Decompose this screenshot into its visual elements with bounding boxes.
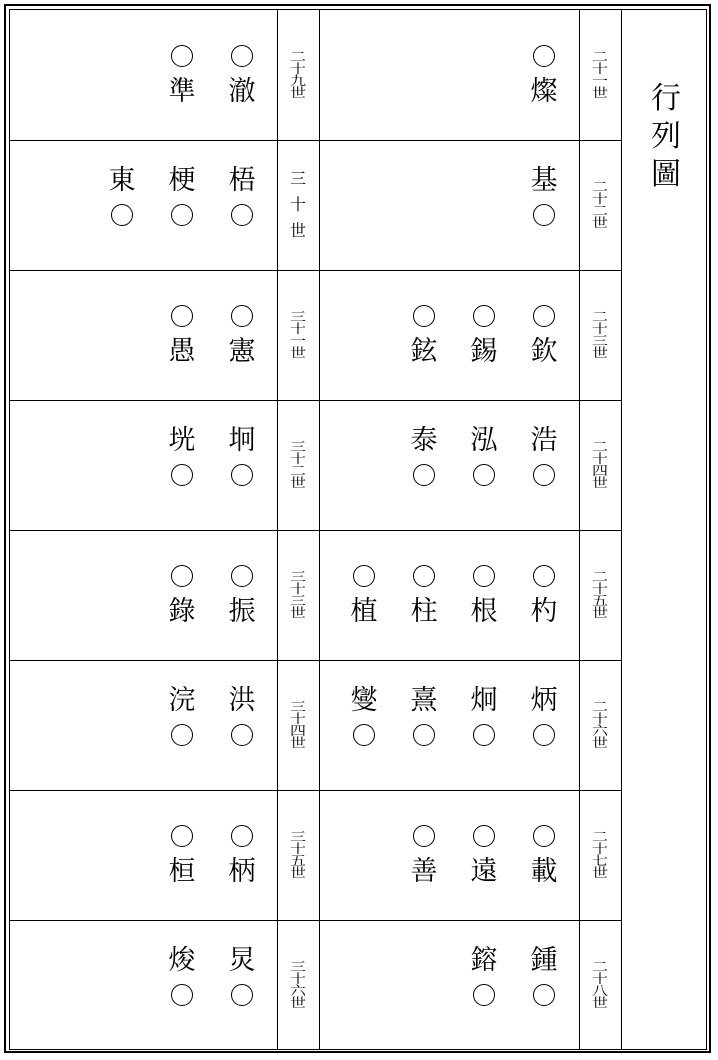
name-entry: [152, 298, 212, 367]
name-entry: [514, 818, 574, 887]
placeholder-circle: [353, 565, 375, 587]
generation-char: 四: [289, 723, 306, 739]
name-entry: [334, 686, 394, 746]
generation-label: [579, 10, 621, 140]
generation-char: 世: [289, 221, 306, 240]
name-char: 植: [350, 596, 378, 627]
name-entry: [394, 298, 454, 367]
name-entry: [212, 818, 272, 887]
name-char: 燮: [350, 685, 378, 716]
generation-char: 十: [591, 451, 608, 467]
placeholder-circle: [533, 565, 555, 587]
name-entry: [454, 426, 514, 486]
placeholder-circle: [171, 464, 193, 486]
generation-char: 八: [591, 983, 608, 999]
generation-char: 十: [289, 971, 306, 987]
placeholder-circle: [111, 204, 133, 226]
generation-char: 十: [591, 711, 608, 727]
generation-label: [277, 920, 319, 1050]
generation-label: [277, 270, 319, 400]
name-entry: [212, 946, 272, 1006]
name-entry: [152, 38, 212, 107]
name-char: 浩: [530, 425, 558, 456]
name-entry: [454, 298, 514, 367]
placeholder-circle: [473, 825, 495, 847]
name-entry: [394, 818, 454, 887]
name-char: 鍾: [530, 945, 558, 976]
name-entry: [514, 686, 574, 746]
placeholder-circle: [533, 464, 555, 486]
generation-char: 世: [591, 215, 608, 231]
generation-char: 十: [591, 321, 608, 337]
name-char: 振: [228, 596, 256, 627]
name-char: 梧: [228, 165, 256, 196]
generation-char: 三: [289, 569, 306, 585]
generation-char: 世: [591, 605, 608, 621]
generation-label: [277, 530, 319, 660]
name-char: 柱: [410, 596, 438, 627]
name-entry: [514, 166, 574, 226]
generation-char: 十: [289, 321, 306, 337]
name-char: 泰: [410, 425, 438, 456]
placeholder-circle: [231, 204, 253, 226]
generation-label: [579, 920, 621, 1050]
generation-char: 二: [591, 829, 608, 845]
generation-char: 六: [591, 723, 608, 739]
placeholder-circle: [171, 305, 193, 327]
name-entry: [152, 558, 212, 627]
name-char: 基: [530, 165, 558, 196]
generation-char: 六: [289, 983, 306, 999]
generation-char: 十: [591, 581, 608, 597]
name-char: 炳: [530, 685, 558, 716]
generation-char: 世: [289, 605, 306, 621]
title-char: 圖: [651, 157, 681, 192]
generation-char: 十: [289, 61, 306, 77]
generation-char: 三: [289, 309, 306, 325]
generation-char: 十: [591, 61, 608, 77]
page-title: [636, 80, 696, 194]
placeholder-circle: [533, 45, 555, 67]
generation-label: [277, 140, 319, 270]
generation-char: 三: [289, 829, 306, 845]
name-entry: [514, 38, 574, 107]
name-entry: [454, 818, 514, 887]
name-entry: [212, 426, 272, 486]
name-entry: [454, 946, 514, 1006]
name-entry: [212, 558, 272, 627]
generation-char: 世: [591, 735, 608, 751]
generation-char: 世: [591, 345, 608, 361]
name-entry: [514, 426, 574, 486]
generation-char: 一: [591, 73, 608, 89]
title-char: 行: [651, 81, 681, 116]
generation-char: 三: [289, 439, 306, 455]
generation-char: 二: [591, 699, 608, 715]
name-entry: [152, 686, 212, 746]
generation-char: 十: [289, 581, 306, 597]
generation-char: 三: [591, 333, 608, 349]
placeholder-circle: [413, 724, 435, 746]
generation-char: 世: [591, 475, 608, 491]
name-entry: [212, 166, 272, 226]
generation-char: 世: [591, 865, 608, 881]
name-entry: [514, 298, 574, 367]
name-entry: [454, 558, 514, 627]
placeholder-circle: [473, 305, 495, 327]
generation-char: 十: [289, 195, 306, 214]
generation-char: 五: [289, 853, 306, 869]
name-char: 垙: [168, 425, 196, 456]
name-entry: [514, 946, 574, 1006]
placeholder-circle: [231, 565, 253, 587]
generation-char: 四: [591, 463, 608, 479]
placeholder-circle: [171, 984, 193, 1006]
name-char: 桓: [168, 856, 196, 887]
generation-char: 三: [289, 699, 306, 715]
generation-char: 三: [289, 593, 306, 609]
name-entry: [212, 686, 272, 746]
placeholder-circle: [171, 825, 193, 847]
name-char: 錫: [470, 336, 498, 367]
name-char: 焌: [168, 945, 196, 976]
placeholder-circle: [171, 204, 193, 226]
placeholder-circle: [473, 724, 495, 746]
generation-char: 十: [591, 191, 608, 207]
name-char: 載: [530, 856, 558, 887]
name-char: 錄: [168, 596, 196, 627]
title-char: 列: [651, 119, 681, 154]
name-entry: [212, 298, 272, 367]
name-char: 根: [470, 596, 498, 627]
name-char: 柄: [228, 856, 256, 887]
name-entry: [152, 166, 212, 226]
placeholder-circle: [231, 724, 253, 746]
generation-char: 二: [591, 179, 608, 195]
name-char: 坰: [228, 425, 256, 456]
generation-char: 三: [289, 959, 306, 975]
name-char: 燦: [530, 76, 558, 107]
name-char: 欽: [530, 336, 558, 367]
name-char: 洪: [228, 685, 256, 716]
generation-label: [579, 140, 621, 270]
generation-char: 七: [591, 853, 608, 869]
placeholder-circle: [533, 724, 555, 746]
name-char: 梗: [168, 165, 196, 196]
name-char: 遠: [470, 856, 498, 887]
generation-char: 一: [289, 333, 306, 349]
generation-label: [277, 790, 319, 920]
name-char: 鉉: [410, 336, 438, 367]
name-entry: [394, 686, 454, 746]
placeholder-circle: [533, 305, 555, 327]
generation-char: 十: [289, 711, 306, 727]
name-entry: [92, 166, 152, 226]
placeholder-circle: [533, 825, 555, 847]
name-char: 準: [168, 76, 196, 107]
generation-char: 二: [289, 49, 306, 65]
generation-label: [579, 530, 621, 660]
generation-label: [277, 10, 319, 140]
placeholder-circle: [533, 984, 555, 1006]
placeholder-circle: [231, 825, 253, 847]
generation-char: 十: [591, 841, 608, 857]
generation-label: [579, 400, 621, 530]
placeholder-circle: [413, 305, 435, 327]
placeholder-circle: [473, 565, 495, 587]
name-entry: [152, 426, 212, 486]
generation-char: 十: [289, 841, 306, 857]
name-entry: [394, 558, 454, 627]
generation-char: 世: [289, 735, 306, 751]
name-char: 憲: [228, 336, 256, 367]
generation-char: 二: [591, 439, 608, 455]
name-entry: [152, 946, 212, 1006]
name-char: 炯: [470, 685, 498, 716]
name-char: 熹: [410, 685, 438, 716]
placeholder-circle: [231, 305, 253, 327]
placeholder-circle: [171, 724, 193, 746]
generation-char: 二: [591, 203, 608, 219]
name-char: 炅: [228, 945, 256, 976]
name-entry: [454, 686, 514, 746]
placeholder-circle: [413, 464, 435, 486]
name-entry: [334, 558, 394, 627]
generation-label: [579, 790, 621, 920]
placeholder-circle: [171, 45, 193, 67]
name-char: 愚: [168, 336, 196, 367]
generation-char: 世: [289, 995, 306, 1011]
generation-label: [579, 660, 621, 790]
placeholder-circle: [473, 464, 495, 486]
name-char: 泓: [470, 425, 498, 456]
placeholder-circle: [171, 565, 193, 587]
generation-char: 二: [591, 569, 608, 585]
generation-char: 十: [591, 971, 608, 987]
name-entry: [152, 818, 212, 887]
generation-char: 五: [591, 593, 608, 609]
placeholder-circle: [231, 45, 253, 67]
generation-char: 九: [289, 73, 306, 89]
generation-char: 二: [591, 959, 608, 975]
generation-char: 三: [289, 169, 306, 188]
generation-char: 二: [591, 49, 608, 65]
generation-char: 世: [591, 995, 608, 1011]
generation-char: 世: [289, 345, 306, 361]
placeholder-circle: [413, 825, 435, 847]
name-char: 東: [108, 165, 136, 196]
placeholder-circle: [413, 565, 435, 587]
name-char: 浣: [168, 685, 196, 716]
generation-label: [277, 660, 319, 790]
generation-char: 世: [591, 85, 608, 101]
name-char: 鎔: [470, 945, 498, 976]
placeholder-circle: [353, 724, 375, 746]
placeholder-circle: [473, 984, 495, 1006]
name-entry: [514, 558, 574, 627]
name-char: 善: [410, 856, 438, 887]
generation-char: 世: [289, 85, 306, 101]
name-entry: [212, 38, 272, 107]
name-char: 杓: [530, 596, 558, 627]
generation-char: 十: [289, 451, 306, 467]
generation-char: 二: [591, 309, 608, 325]
generation-char: 世: [289, 865, 306, 881]
placeholder-circle: [231, 464, 253, 486]
placeholder-circle: [533, 204, 555, 226]
generation-label: [579, 270, 621, 400]
generation-char: 世: [289, 475, 306, 491]
name-entry: [394, 426, 454, 486]
name-char: 澈: [228, 76, 256, 107]
generation-char: 二: [289, 463, 306, 479]
generation-label: [277, 400, 319, 530]
placeholder-circle: [231, 984, 253, 1006]
